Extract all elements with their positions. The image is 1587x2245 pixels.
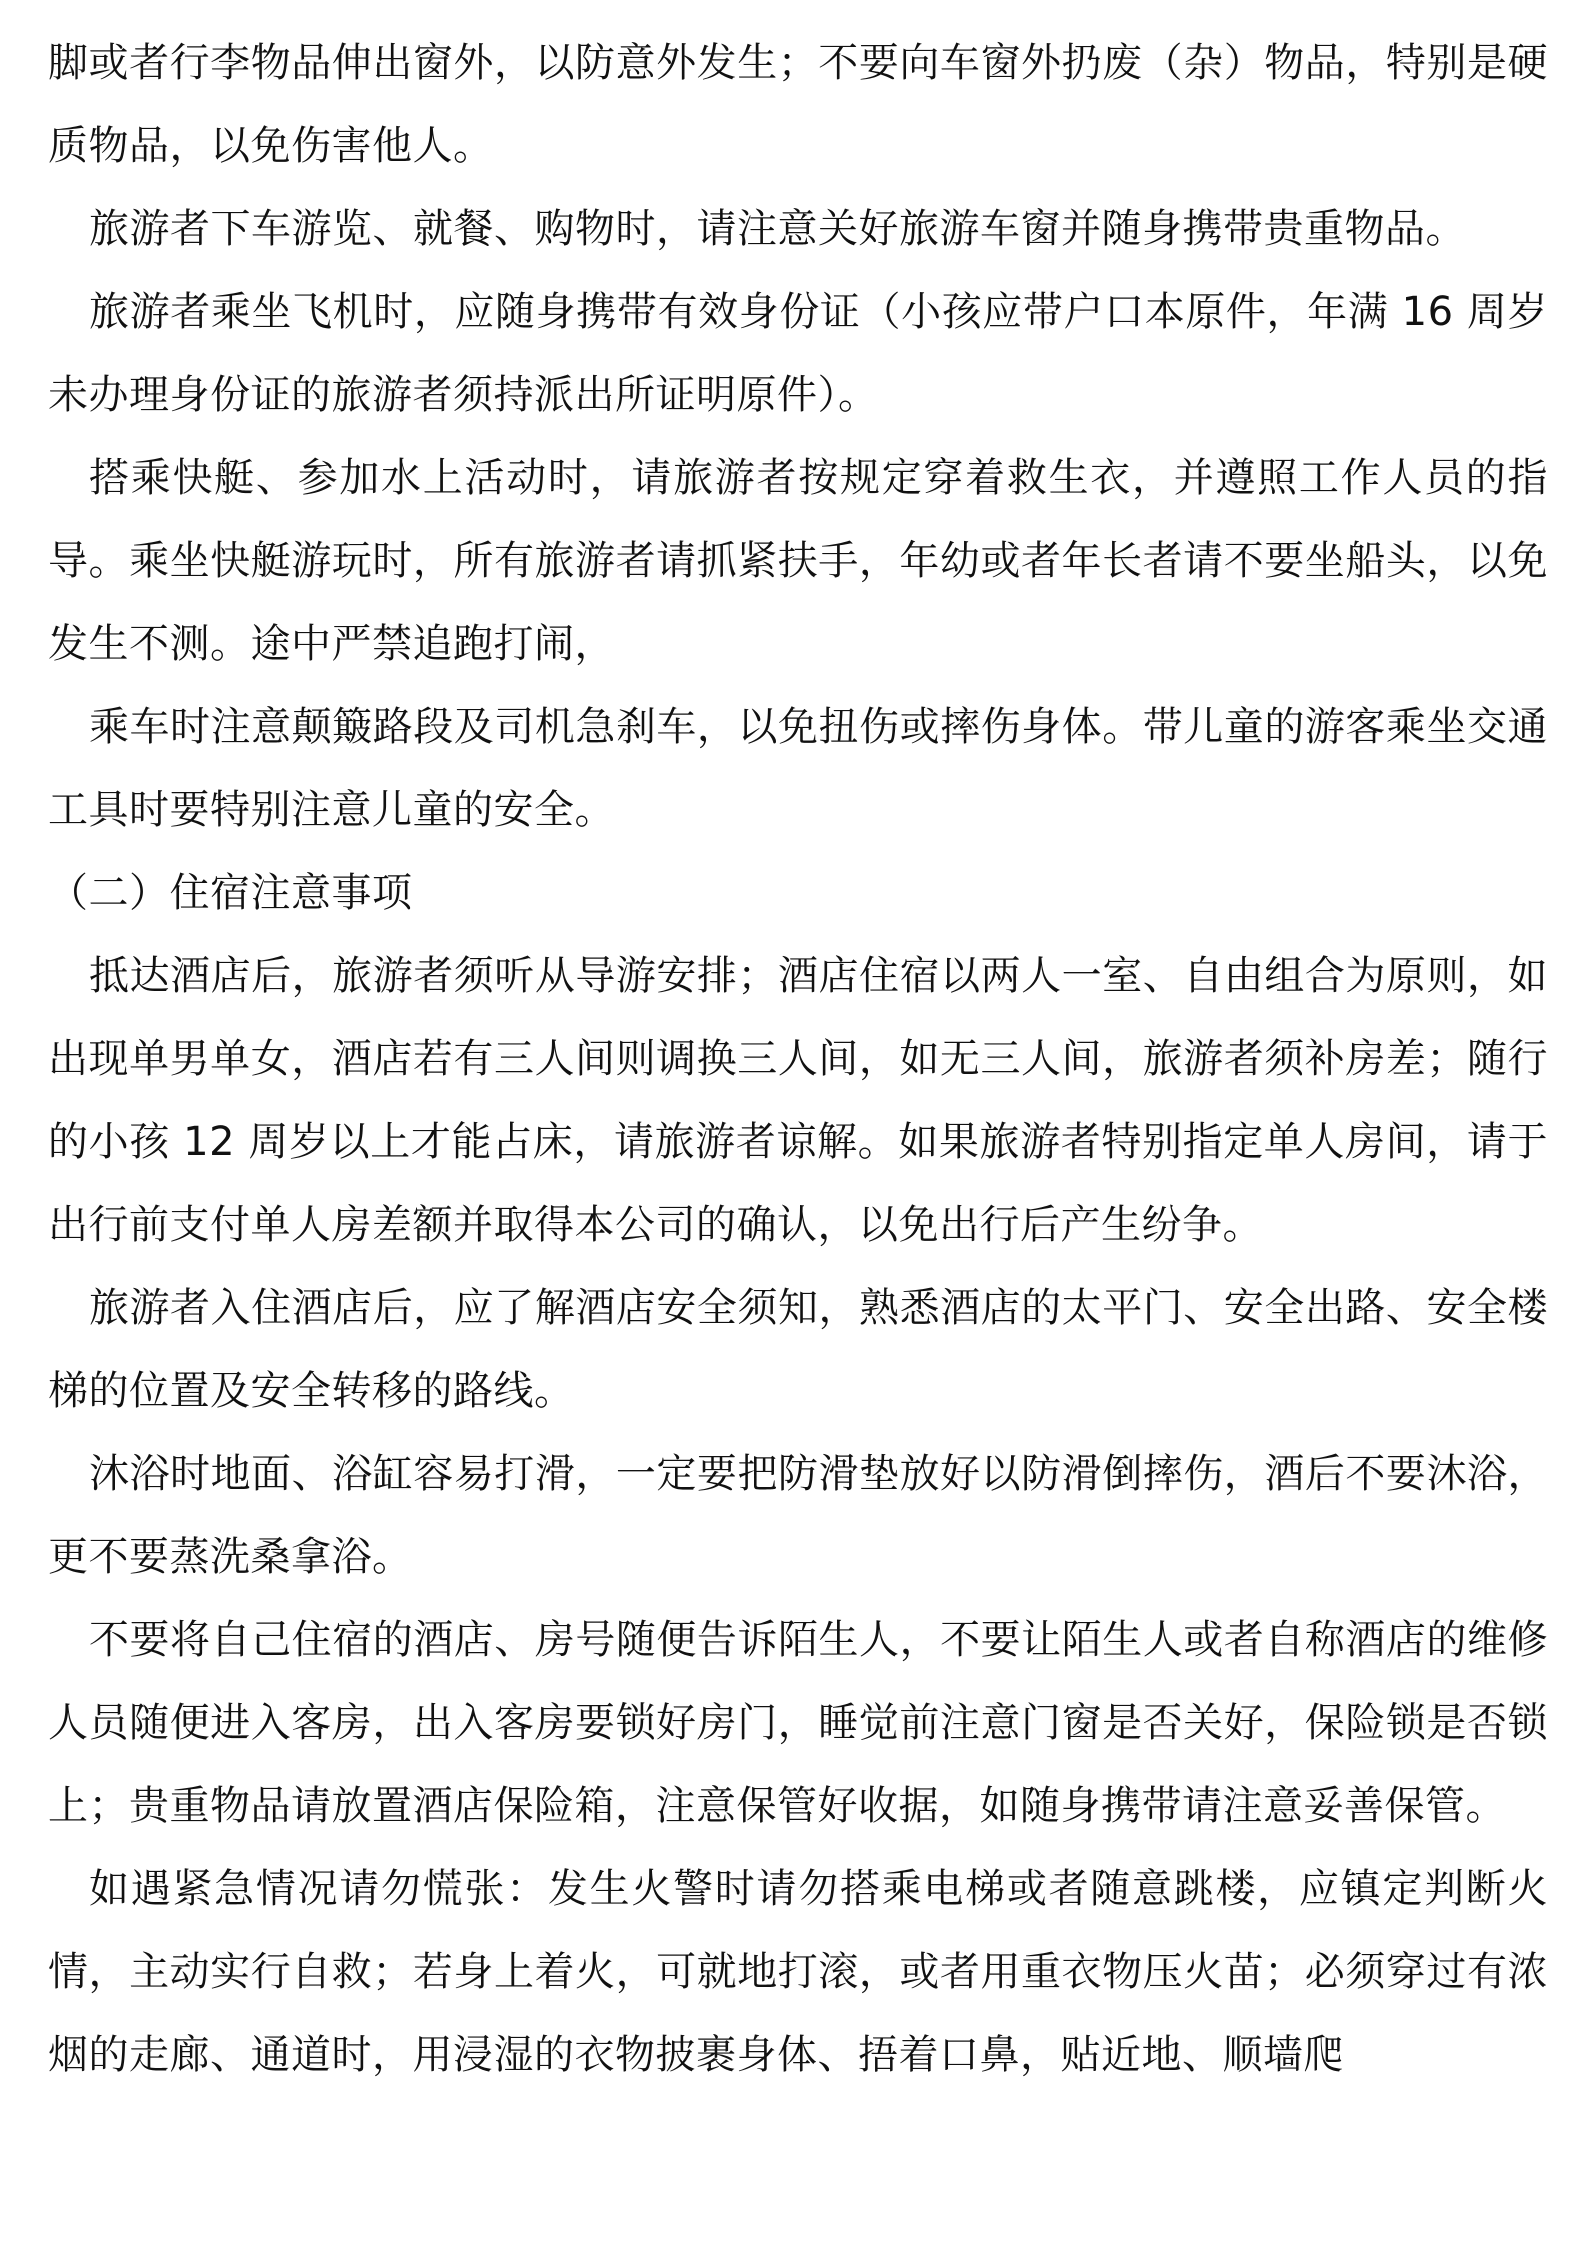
- paragraph-luggage-window: 脚或者行李物品伸出窗外，以防意外发生；不要向车窗外扔废（杂）物品，特别是硬质物品，以免伤害他人。: [48, 40, 1548, 169]
- paragraph-flight-id: 旅游者乘坐飞机时，应随身携带有效身份证（小孩应带户口本原件，年满 16 周岁未办理身份证的旅游者须持派出所证明原件）。: [48, 289, 1548, 418]
- paragraph-hotel-safety: 旅游者入住酒店后，应了解酒店安全须知，熟悉酒店的太平门、安全出路、安全楼梯的位置及安全转移的路线。: [48, 1285, 1548, 1414]
- paragraph-hotel-arrangement: 抵达酒店后，旅游者须听从导游安排；酒店住宿以两人一室、自由组合为原则，如出现单男单女，酒店若有三人间则调换三人间，如无三人间，旅游者须补房差；随行的小孩 12 周岁以上才能占床，请旅游者谅解。如果旅游者特别指定单人房间，请于出行前支付单人房差额并取得本公司的确认，以免出行后产生纷争。: [48, 953, 1548, 1248]
- document-page: [48, 22, 1548, 2097]
- paragraph-bumpy-road: 乘车时注意颠簸路段及司机急刹车，以免扭伤或摔伤身体。带儿童的游客乘坐交通工具时要特别注意儿童的安全。: [48, 704, 1548, 833]
- paragraph-vehicle-belongings: 旅游者下车游览、就餐、购物时，请注意关好旅游车窗并随身携带贵重物品。: [89, 206, 1466, 252]
- paragraph-speedboat-safety: 搭乘快艇、参加水上活动时，请旅游者按规定穿着救生衣，并遵照工作人员的指导。乘坐快艇游玩时，所有旅游者请抓紧扶手，年幼或者年长者请不要坐船头，以免发生不测。途中严禁追跑打闹，: [48, 455, 1548, 667]
- paragraph-room-security: 不要将自己住宿的酒店、房号随便告诉陌生人，不要让陌生人或者自称酒店的维修人员随便进入客房，出入客房要锁好房门，睡觉前注意门窗是否关好，保险锁是否锁上；贵重物品请放置酒店保险箱，注意保管好收据，如随身携带请注意妥善保管。: [48, 1617, 1548, 1829]
- paragraph-emergency: 如遇紧急情况请勿慌张：发生火警时请勿搭乘电梯或者随意跳楼，应镇定判断火情，主动实行自救；若身上着火，可就地打滚，或者用重衣物压火苗；必须穿过有浓烟的走廊、通道时，用浸湿的衣物披裹身体、捂着口鼻，贴近地、顺墙爬: [48, 1866, 1548, 2078]
- section-heading-accommodation: （二）住宿注意事项: [48, 870, 413, 916]
- paragraph-bathing: 沐浴时地面、浴缸容易打滑，一定要把防滑垫放好以防滑倒摔伤，酒后不要沐浴，更不要蒸洗桑拿浴。: [48, 1451, 1548, 1580]
